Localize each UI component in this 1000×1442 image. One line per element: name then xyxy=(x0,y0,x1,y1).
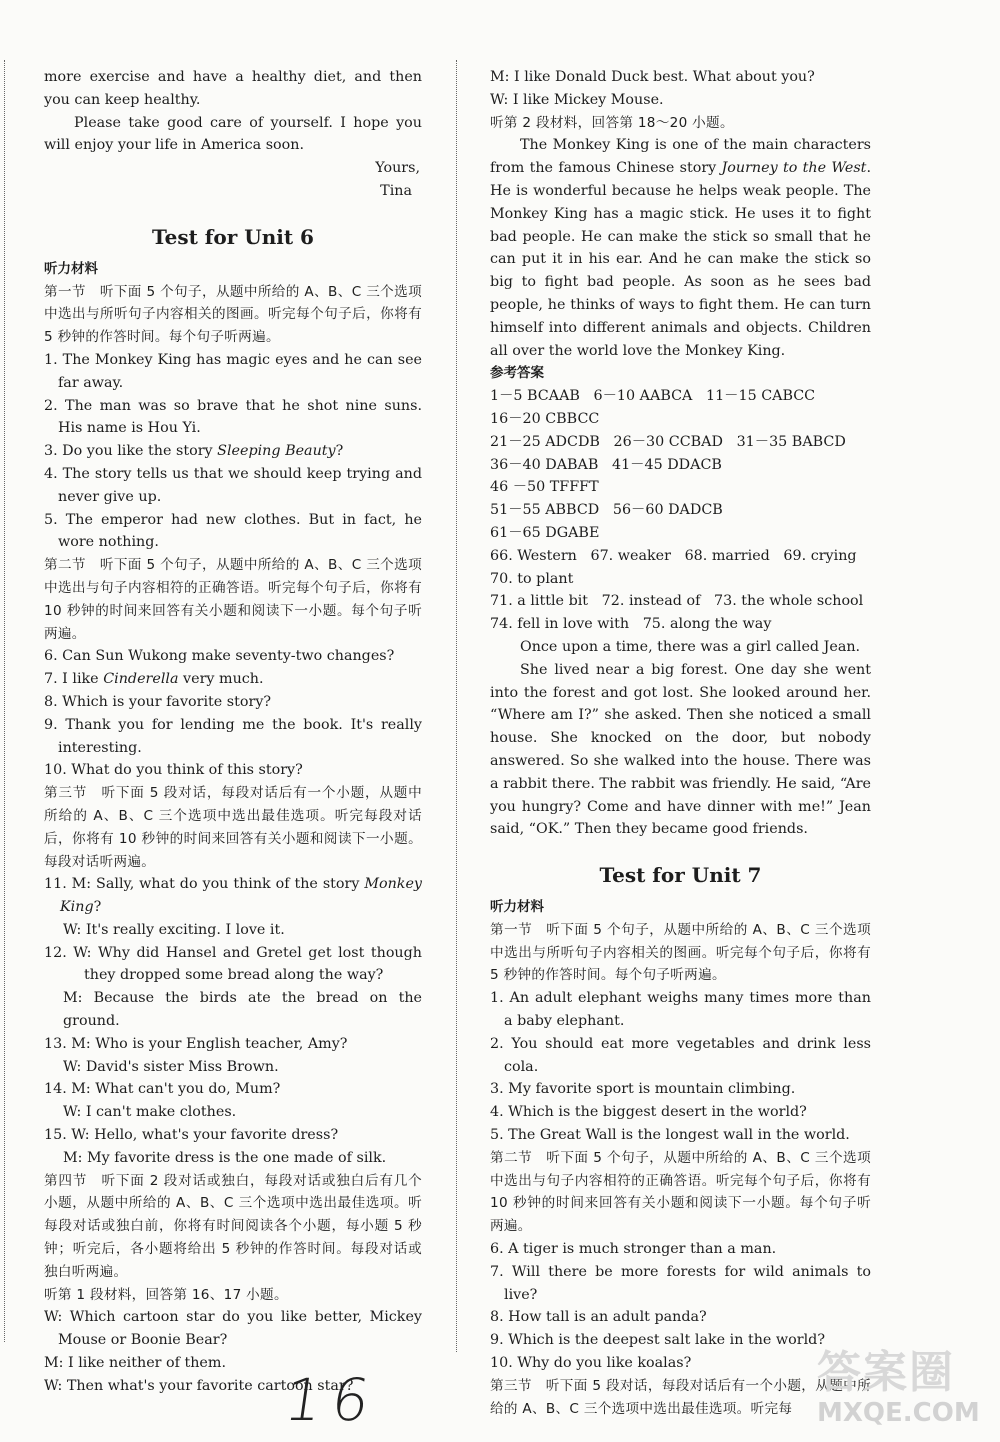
unit6-material2-passage xyxy=(490,134,871,362)
list-item: 3. Do you like the story xyxy=(44,443,218,460)
dialogue-line: W: Which cartoon star do you like better, Mickey Mouse or Boonie Bear? xyxy=(44,1309,422,1349)
dialogue-question: 13. M: Who is your English teacher, Amy? xyxy=(44,1035,348,1052)
answer-row: 71. a little bit 72. instead of 73. the whole school xyxy=(490,593,864,610)
list-item: 6. A tiger is much stronger than a man. xyxy=(490,1241,777,1258)
list-item: 10. What do you think of this story? xyxy=(44,762,303,779)
left-column xyxy=(44,66,422,1398)
dialogue-question: 14. M: What can't you do, Mum? xyxy=(44,1081,281,1098)
dialogue-question: 12. W: Why did Hansel and Gretel get lost though they dropped some bread along the way? xyxy=(44,944,422,984)
essay-paragraph-1: Once upon a time, there was a girl called Jean. xyxy=(520,638,861,655)
list-item: 7. I like xyxy=(44,671,104,688)
answer-row: 46 －50 TFFFT xyxy=(490,479,599,496)
list-item: 4. Which is the biggest desert in the world? xyxy=(490,1104,807,1121)
unit7-section3-instructions: 第三节 听下面 5 段对话，每段对话后有一个小题，从题中所给的 A、B、C 三个选项中选出最佳选项。听完每 xyxy=(490,1377,871,1417)
list-item: 9. Thank you for lending me the book. It's really interesting. xyxy=(44,716,422,756)
story-title: Cinderella xyxy=(103,671,179,688)
passage-text: The Monkey King is one of the main characters from the famous Chinese story xyxy=(490,137,871,177)
list-item-tail: very much. xyxy=(178,671,264,688)
dialogue-question: 15. W: Hello, what's your favorite dress? xyxy=(44,1127,339,1144)
unit6-section1-list xyxy=(44,349,422,554)
answer-row: 51－55 ABBCD 56－60 DADCB xyxy=(490,502,723,519)
answer-row: 74. fell in love with 75. along the way xyxy=(490,616,772,633)
dialogue-line: M: I like neither of them. xyxy=(44,1355,226,1372)
column-divider xyxy=(456,60,457,1352)
unit7-section1-instructions: 第一节 听下面 5 个句子，从题中所给的 A、B、C 三个选项中选出与所听句子内容相关的图画。听完每个句子后，你将有 5 秒钟的作答时间。每个句子听两遍。 xyxy=(490,921,871,984)
dialogue-question: 11. M: Sally, what do you think of the story xyxy=(44,876,365,893)
watermark-url: MXQE.COM xyxy=(817,1398,980,1428)
dialogue-line: W: Then what's your favorite cartoon star? xyxy=(44,1377,354,1394)
watermark-text: 答案圈 xyxy=(817,1347,955,1398)
list-item: 9. Which is the deepest salt lake in the world? xyxy=(490,1332,825,1349)
unit6-section2-list xyxy=(44,645,422,782)
story-title: Sleeping Beauty xyxy=(217,443,336,460)
answer-row: 36－40 DABAB 41－45 DDACB xyxy=(490,456,722,473)
unit6-material1-intro: 听第 1 段材料，回答第 16、17 小题。 xyxy=(44,1286,288,1303)
unit6-material2-intro: 听第 2 段材料，回答第 18～20 小题。 xyxy=(490,114,734,131)
essay-paragraph-2: She lived near a big forest. One day she went into the forest and got lost. She looked around her. “Where am I?” she asked. Then she noticed a small house. She knocked on the door, but nobody answered. So she walked into the house. There was a rabbit there. The rabbit was friendly. He said, “Are you hungry? Come and have dinner with me!” Jean said, “OK.” Then they became good friends. xyxy=(490,661,871,838)
answer-key xyxy=(490,385,871,636)
dialogue-line: W: I like Mickey Mouse. xyxy=(490,91,664,108)
list-item: 1. An adult elephant weighs many times more than a baby elephant. xyxy=(490,990,871,1030)
list-item: 2. You should eat more vegetables and drink less cola. xyxy=(490,1035,871,1075)
list-item: 5. The emperor had new clothes. But in fact, he wore nothing. xyxy=(44,511,422,551)
answer-row: 21－25 ADCDB 26－30 CCBAD 31－35 BABCD xyxy=(490,433,846,450)
passage-text: . He is wonderful because he helps weak people. The Monkey King has a magic stick. He uses it to fight bad people. He can make the stick so small that he can put it in his ear. And he can make the stick so big to fight bad people. As soon as he sees bad people, he thinks of ways to fight them. He can turn himself into different animals and objects. Children all over the world love the Monkey King. xyxy=(490,160,871,359)
unit6-section1-instructions: 第一节 听下面 5 个句子，从题中所给的 A、B、C 三个选项中选出与所听句子内容相关的图画。听完每个句子后，你将有 5 秒钟的作答时间。每个句子听两遍。 xyxy=(44,283,422,346)
right-column xyxy=(490,66,871,1420)
unit6-title: Test for Unit 6 xyxy=(152,224,314,249)
list-item: 6. Can Sun Wukong make seventy-two changes? xyxy=(44,648,395,665)
punctuation: ? xyxy=(93,899,102,916)
unit6-section3-dialogues xyxy=(44,873,422,1169)
dialogue-answer: W: I can't make clothes. xyxy=(63,1104,237,1121)
letter-paragraph-2: Please take good care of yourself. I hope you will enjoy your life in America soon. xyxy=(44,114,422,154)
list-item: 8. How tall is an adult panda? xyxy=(490,1309,707,1326)
dialogue-answer: W: It's really exciting. I love it. xyxy=(63,921,285,938)
unit7-listening-heading: 听力材料 xyxy=(490,899,544,916)
unit7-section1-list xyxy=(490,987,871,1147)
list-item: 8. Which is your favorite story? xyxy=(44,693,272,710)
list-item: 4. The story tells us that we should keep trying and never give up. xyxy=(44,465,422,505)
dialogue-answer: M: Because the birds ate the bread on the ground. xyxy=(63,990,422,1030)
list-item: 5. The Great Wall is the longest wall in the world. xyxy=(490,1127,850,1144)
answers-heading: 参考答案 xyxy=(490,365,544,382)
letter-closing: Yours, xyxy=(375,160,420,177)
punctuation: ? xyxy=(335,443,344,460)
answer-row: 61－65 DGABE xyxy=(490,524,600,541)
unit6-section4-instructions: 第四节 听下面 2 段对话或独白，每段对话或独白后有几个小题，从题中所给的 A、B、C 三个选项中选出最佳选项。听每段对话或独白前，你将有时间阅读各个小题，每小题 5 秒钟；听完后，各小题将给出 5 秒钟的作答时间。每段对话或独白听两遍。 xyxy=(44,1172,422,1280)
unit7-section2-instructions: 第二节 听下面 5 个句子，从题中所给的 A、B、C 三个选项中选出与句子内容相符的正确答语。听完每个句子后，你将有 10 秒钟的时间来回答有关小题和阅读下一小题。每个句子听两遍。 xyxy=(490,1149,871,1235)
list-item: 2. The man was so brave that he shot nine suns. His name is Hou Yi. xyxy=(44,397,422,437)
unit6-section3-instructions: 第三节 听下面 5 段对话，每段对话后有一个小题，从题中所给的 A、B、C 三个选项中选出最佳选项。听完每段对话后，你将有 10 秒钟的时间来回答有关小题和阅读下一小题。每段对话听两遍。 xyxy=(44,785,422,870)
unit6-section2-instructions: 第二节 听下面 5 个句子，从题中所给的 A、B、C 三个选项中选出与句子内容相符的正确答语。听完每个句子后，你将有 10 秒钟的时间来回答有关小题和阅读下一小题。每个句子听两遍。 xyxy=(44,557,422,642)
story-title: Monkey King xyxy=(60,876,422,916)
letter-paragraph-1: more exercise and have a healthy diet, and then you can keep healthy. xyxy=(44,69,422,108)
watermark-logo xyxy=(817,1348,992,1438)
answer-row: 1－5 BCAAB 6－10 AABCA 11－15 CABCC xyxy=(490,388,816,405)
list-item: 3. My favorite sport is mountain climbing. xyxy=(490,1081,796,1098)
letter-signature: Tina xyxy=(380,182,412,199)
unit7-section2-list xyxy=(490,1238,871,1375)
page-number: 16 xyxy=(280,1366,384,1434)
answer-row: 70. to plant xyxy=(490,570,574,587)
answer-row: 66. Western 67. weaker 68. married 69. crying xyxy=(490,547,857,564)
list-item: 10. Why do you like koalas? xyxy=(490,1355,692,1372)
unit6-listening-heading: 听力材料 xyxy=(44,260,98,277)
answer-row: 16－20 CBBCC xyxy=(490,410,600,427)
binding-margin-line xyxy=(4,60,5,1342)
unit7-title: Test for Unit 7 xyxy=(599,863,762,888)
story-title: Journey to the West xyxy=(721,160,867,177)
dialogue-answer: M: My favorite dress is the one made of silk. xyxy=(63,1149,387,1166)
dialogue-line: M: I like Donald Duck best. What about you? xyxy=(490,69,815,85)
list-item: 7. Will there be more forests for wild animals to live? xyxy=(490,1263,871,1303)
dialogue-answer: W: David's sister Miss Brown. xyxy=(63,1058,279,1075)
list-item: 1. The Monkey King has magic eyes and he can see far away. xyxy=(44,351,422,391)
